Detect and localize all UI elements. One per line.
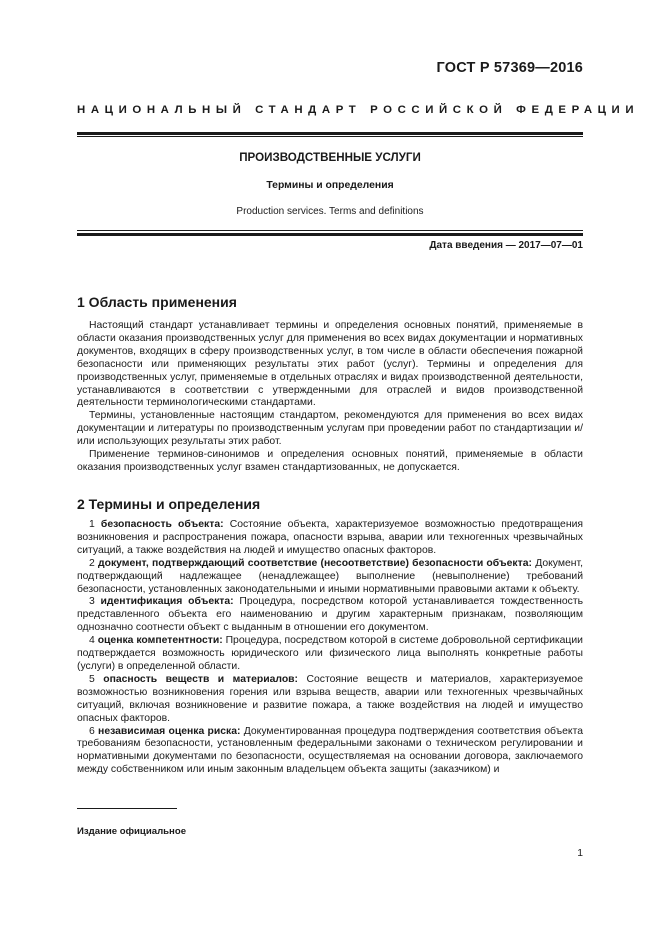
header-rule-thick bbox=[77, 132, 583, 135]
term-entry: 6 независимая оценка риска: Документированная процедура подтверждения соответствия объекта требованиям безопасности, установленным федеральными законами о техническом регулировании и нормативными документами по безопасности, осуществляемая на основании договора, заключаемого между собственником или иным законным владельцем объекта защиты (заказчиком) и bbox=[77, 725, 584, 776]
title-rule-thick bbox=[77, 233, 583, 236]
term-name: безопасность объекта: bbox=[100, 519, 224, 530]
section-1-paragraph-2: Термины, установленные настоящим стандартом, рекомендуются для применения во всех видах документации и литературы по производственным услугам при проведении работ по стандартизации и/или использующих результаты этих работ. bbox=[77, 410, 583, 448]
term-name: оценка компетентности: bbox=[97, 635, 223, 647]
official-edition-label: Издание официальное bbox=[77, 826, 187, 837]
title-rule-thin bbox=[77, 230, 583, 231]
term-entry: 1 безопасность объекта: Состояние объекта, характеризуемое возможностью предотвращения возникновения и распространения пожара, опасности взрыва, аварии или техногенных чрезвычайных ситуаций, а также воздействия на людей и имущество опасных факторов. bbox=[77, 519, 584, 556]
document-code: ГОСТ Р 57369—2016 bbox=[436, 60, 583, 76]
term-name: документ, подтверждающий соответствие (несоответствие) безопасности объекта: bbox=[98, 557, 532, 569]
header-rule-thin bbox=[77, 136, 583, 137]
term-definition: Процедура, посредством которой в системе добровольной сертификации подтверждается возможность юридического или физического лица выполнять конкретные работы (услуги) в определенной области. bbox=[77, 635, 583, 672]
section-1-body bbox=[77, 320, 583, 475]
term-entry: 3 идентификация объекта: Процедура, посредством которой устанавливается тождественность представленного объекта его наименованию и другим характерным признакам, позволяющим однозначно соотнести объект с выданным в отношении его документом. bbox=[77, 596, 584, 634]
term-entry: 5 опасность веществ и материалов: Состояние веществ и материалов, характеризуемое возможностью возникновения горения или взрыва веществ, аварии или техногенных чрезвычайных ситуаций, включая возникновение и развитие пожара, а также воздействия на людей и имущество опасных факторов. bbox=[77, 673, 583, 724]
section-2-heading: 2 Термины и определения bbox=[77, 496, 261, 512]
section-1-heading: 1 Область применения bbox=[77, 294, 237, 310]
english-title: Production services. Terms and definitions bbox=[236, 206, 424, 217]
term-definition: Документированная процедура подтверждения соответствия объекта требованиям безопасности, установленным федеральными законами о техническом регулировании и нормативными документами по безопасности, осуществляемая на основании договора, заключаемого между собственником или иным законным владельцем объекта защиты (заказчиком) и bbox=[77, 725, 584, 776]
document-subtitle: Термины и определения bbox=[266, 180, 394, 191]
term-definition: Состояние объекта, характеризуемое возможностью предотвращения возникновения и распространения пожара, опасности взрыва, аварии или техногенных чрезвычайных ситуаций, а также воздействия на людей и имущество опасных факторов. bbox=[77, 519, 584, 556]
introduction-date: Дата введения — 2017—07—01 bbox=[429, 240, 583, 251]
term-definition: Состояние веществ и материалов, характеризуемое возможностью возникновения горения или взрыва веществ, аварии или техногенных чрезвычайных ситуаций, включая возникновение и развитие пожара, а также воздействия на людей и имущество опасных факторов. bbox=[77, 673, 583, 724]
term-entry: 4 оценка компетентности: Процедура, посредством которой в системе добровольной сертификации подтверждается возможность юридического или физического лица выполнять конкретные работы (услуги) в определенной области. bbox=[77, 635, 583, 672]
section-1-paragraph-1: Настоящий стандарт устанавливает термины и определения основных понятий, применяемые в области оказания производственных услуг для применения во всех видах документации и нормативных документов, входящих в сферу производственных услуг, в том числе в области обеспечения пожарной безопасности или применяющих результаты этих работ (услуг). Термины и определения для производственных услуг, применяемые в отдельных отраслях и видах производственной деятельности, устанавливаются в соответствии с утвержденными для отраслей и видов производственной деятельности терминологическими стандартами. bbox=[77, 320, 583, 409]
term-name: независимая оценка риска: bbox=[98, 725, 241, 737]
footer-rule bbox=[77, 808, 177, 809]
term-definition: Документ, подтверждающий надлежащее (ненадлежащее) выполнение (невыполнение) требований безопасности, установленных законодательными и иными нормативными правовыми актами к объекту. bbox=[77, 557, 584, 595]
national-standard-heading: НАЦИОНАЛЬНЫЙ СТАНДАРТ РОССИЙСКОЙ ФЕДЕРАЦИИ bbox=[77, 104, 640, 116]
term-name: опасность веществ и материалов: bbox=[103, 673, 299, 685]
term-name: идентификация объекта: bbox=[100, 596, 234, 608]
page-number: 1 bbox=[577, 848, 583, 859]
term-definition: Процедура, посредством которой устанавливается тождественность представленного объекта его наименованию и другим характерным признакам, позволяющим однозначно соотнести объект с выданным в отношении его документом. bbox=[77, 596, 584, 634]
section-1-paragraph-3: Применение терминов-синонимов и определения основных понятий, применяемые в области оказания производственных услуг взамен стандартизованных, не допускается. bbox=[77, 449, 583, 473]
document-title: ПРОИЗВОДСТВЕННЫЕ УСЛУГИ bbox=[239, 151, 421, 164]
term-entry: 2 документ, подтверждающий соответствие (несоответствие) безопасности объекта: Документ, подтверждающий надлежащее (ненадлежащее) выполнение (невыполнение) требований безопасности, установленных законодательными и иными нормативными правовыми актами к объекту. bbox=[77, 557, 584, 595]
section-2-body bbox=[77, 519, 583, 777]
